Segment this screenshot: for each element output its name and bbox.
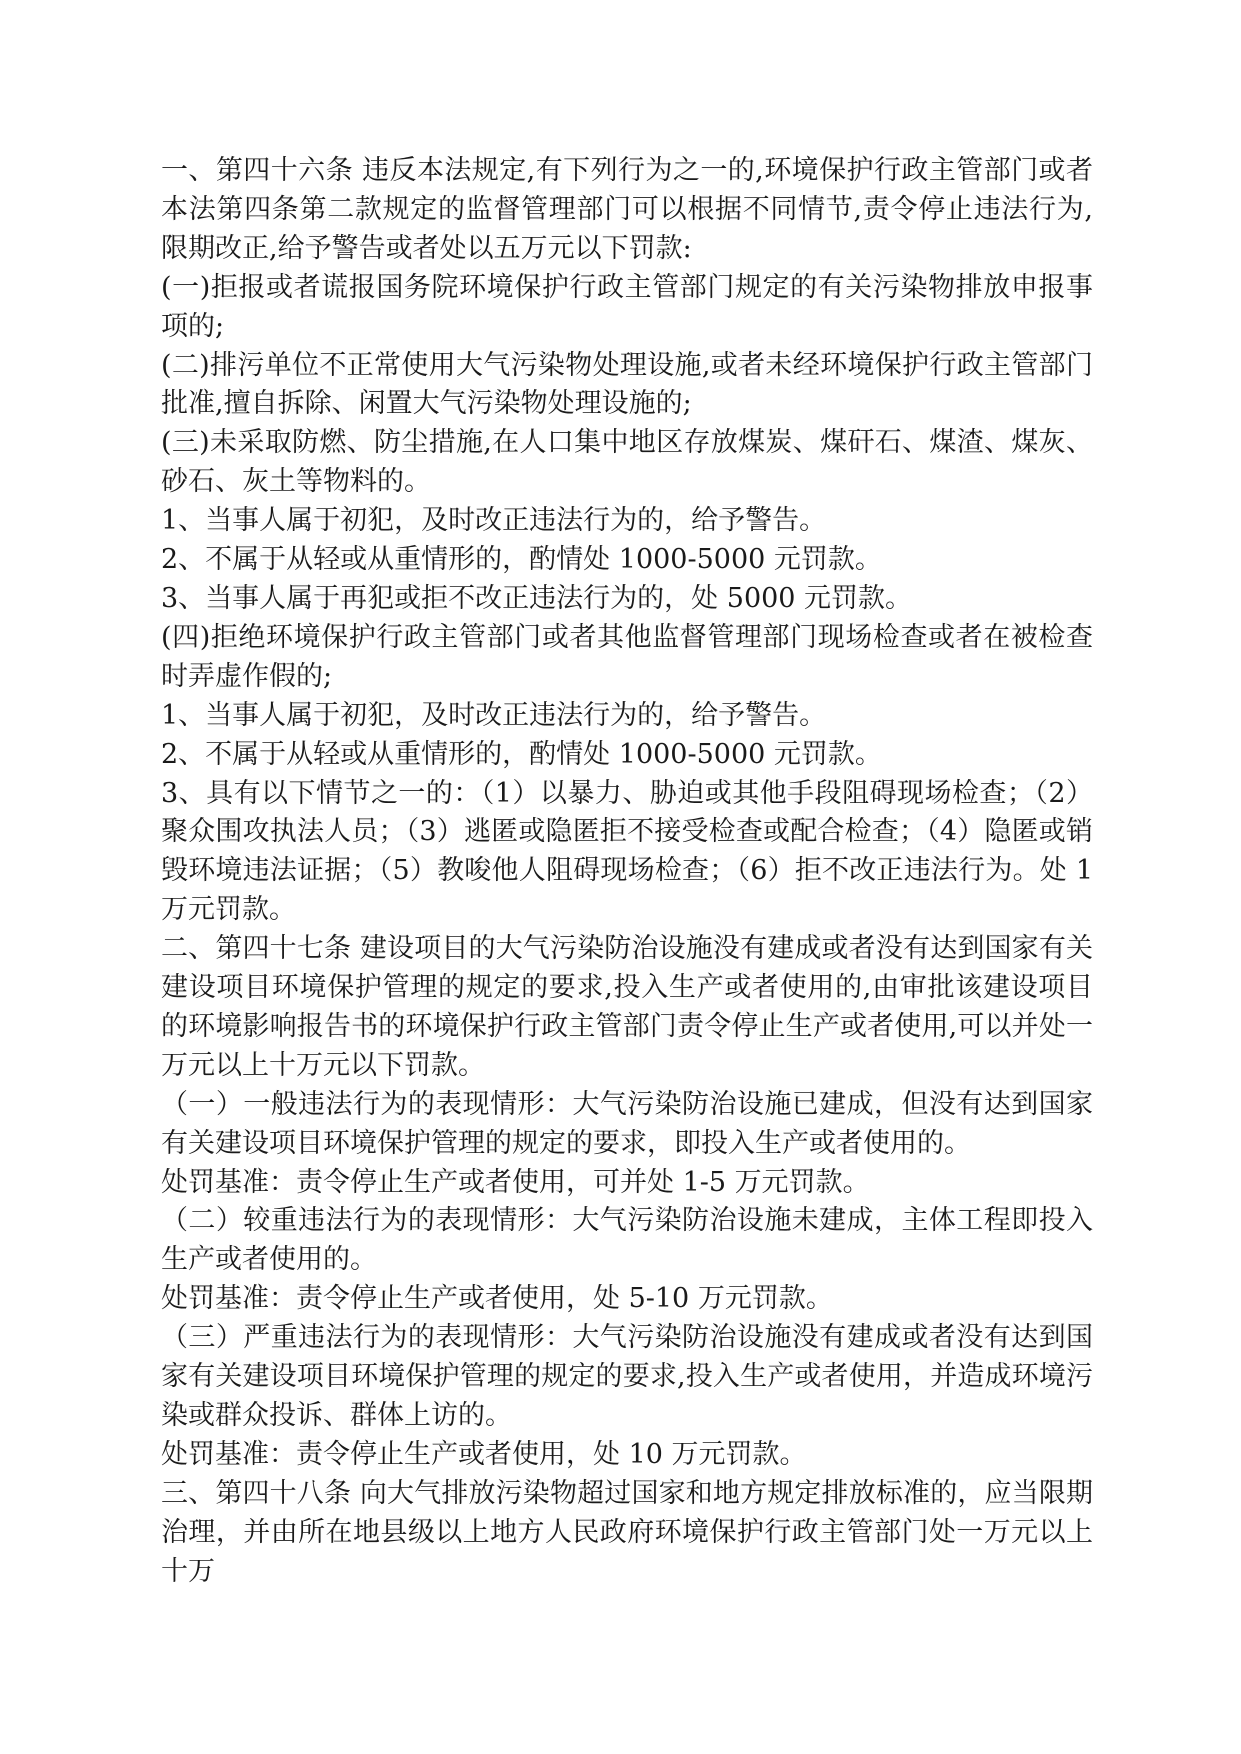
item-3-penalty-3: 3、当事人属于再犯或拒不改正违法行为的，处 5000 元罚款。 — [161, 582, 913, 614]
article-47-general-case: （一）一般违法行为的表现情形：大气污染防治设施已建成，但没有达到国家有关建设项目环境保护管理的规定的要求，即投入生产或者使用的。 — [161, 1088, 1093, 1159]
article-46-item-1: (一)拒报或者谎报国务院环境保护行政主管部门规定的有关污染物排放申报事项的; — [161, 271, 1093, 342]
article-46-item-4: (四)拒绝环境保护行政主管部门或者其他监督管理部门现场检查或者在被检查时弄虚作假的; — [161, 621, 1093, 692]
article-48-heading: 三、第四十八条 向大气排放污染物超过国家和地方规定排放标准的，应当限期治理，并由所在地县级以上地方人民政府环境保护行政主管部门处一万元以上十万 — [161, 1477, 1093, 1587]
article-46-item-2: (二)排污单位不正常使用大气污染物处理设施,或者未经环境保护行政主管部门批准,擅自拆除、闲置大气污染物处理设施的; — [161, 349, 1093, 420]
article-47-serious-case: （二）较重违法行为的表现情形：大气污染防治设施未建成，主体工程即投入生产或者使用的。 — [161, 1205, 1093, 1276]
item-4-penalty-3: 3、具有以下情节之一的：（1）以暴力、胁迫或其他手段阻碍现场检查；（2）聚众围攻执法人员；（3）逃匿或隐匿拒不接受检查或配合检查；（4）隐匿或销毁环境违法证据；（5）教唆他人阻碍现场检查；（6）拒不改正违法行为。处 1 万元罚款。 — [161, 777, 1093, 926]
document-body — [161, 152, 1093, 1592]
item-4-penalty-1: 1、当事人属于初犯，及时改正违法行为的，给予警告。 — [161, 699, 827, 731]
item-4-penalty-2: 2、不属于从轻或从重情形的，酌情处 1000-5000 元罚款。 — [161, 738, 882, 770]
article-47-severe-penalty: 处罚基准：责令停止生产或者使用，处 10 万元罚款。 — [161, 1438, 807, 1470]
article-46-item-3: (三)未采取防燃、防尘措施,在人口集中地区存放煤炭、煤矸石、煤渣、煤灰、砂石、灰土等物料的。 — [161, 427, 1093, 498]
article-47-serious-penalty: 处罚基准：责令停止生产或者使用，处 5-10 万元罚款。 — [161, 1283, 833, 1315]
article-47-general-penalty: 处罚基准：责令停止生产或者使用，可并处 1-5 万元罚款。 — [161, 1166, 870, 1198]
article-47-heading: 二、第四十七条 建设项目的大气污染防治设施没有建成或者没有达到国家有关建设项目环境保护管理的规定的要求,投入生产或者使用的,由审批该建设项目的环境影响报告书的环境保护行政主管部门责令停止生产或者使用,可以并处一万元以上十万元以下罚款。 — [161, 933, 1093, 1081]
article-47-severe-case: （三）严重违法行为的表现情形：大气污染防治设施没有建成或者没有达到国家有关建设项目环境保护管理的规定的要求,投入生产或者使用，并造成环境污染或群众投诉、群体上访的。 — [161, 1322, 1093, 1431]
article-46-heading: 一、第四十六条 违反本法规定,有下列行为之一的,环境保护行政主管部门或者本法第四条第二款规定的监督管理部门可以根据不同情节,责令停止违法行为,限期改正,给予警告或者处以五万元以下罚款: — [161, 155, 1093, 264]
item-3-penalty-1: 1、当事人属于初犯，及时改正违法行为的，给予警告。 — [161, 505, 827, 537]
item-3-penalty-2: 2、不属于从轻或从重情形的，酌情处 1000-5000 元罚款。 — [161, 544, 882, 576]
